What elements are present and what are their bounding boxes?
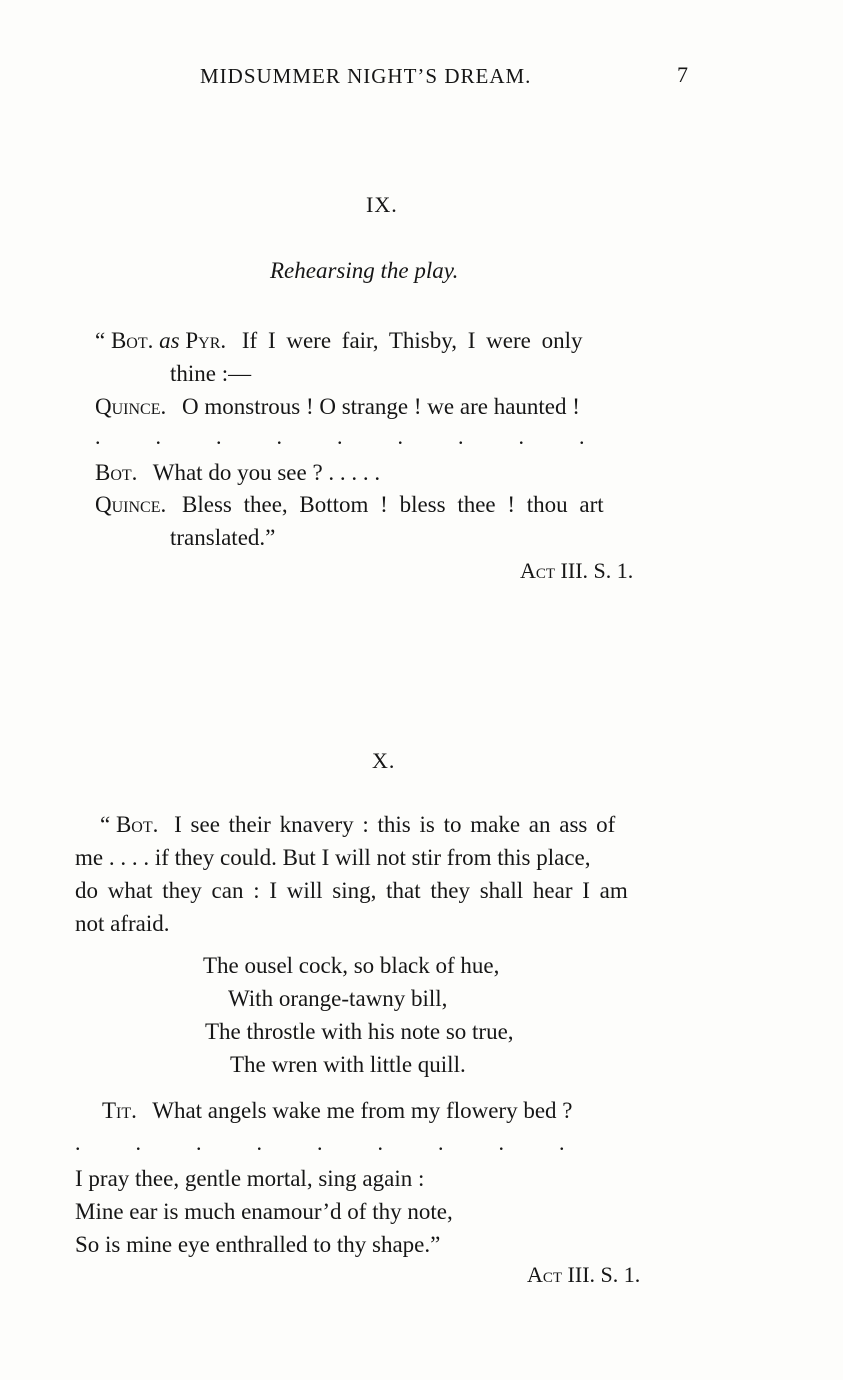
dialogue-text: Bless thee, Bottom ! bless thee ! thou art xyxy=(182,492,604,517)
prose-text: I see their knavery : this is to make an ass of xyxy=(174,812,616,837)
speaker-tit: Tit. xyxy=(102,1098,137,1123)
dialogue-line-quince-2 xyxy=(95,492,604,518)
act-citation-ix: Act III. S. 1. xyxy=(520,558,634,583)
ellipsis-dots: . . . . . . . . . xyxy=(75,1130,565,1155)
song-line: The wren with little quill. xyxy=(230,1052,466,1077)
prose-line-2: me . . . . if they could. But I will not stir from this place, xyxy=(75,845,591,870)
dialogue-line-quince xyxy=(95,394,580,420)
speaker-bot: Bot. xyxy=(110,328,154,353)
speaker-quince: Quince. xyxy=(95,394,167,419)
dialogue-continuation: thine :— xyxy=(170,361,252,386)
prose-line-4: not afraid. xyxy=(75,911,170,936)
closing-line: Mine ear is much enamour’d of thy note, xyxy=(75,1199,453,1224)
song-line: The throstle with his note so true, xyxy=(205,1019,514,1044)
act-citation-x: Act III. S. 1. xyxy=(527,1262,641,1287)
closing-line: I pray thee, gentle mortal, sing again : xyxy=(75,1166,425,1191)
song-line: The ousel cock, so black of hue, xyxy=(203,953,500,978)
dialogue-line-bot xyxy=(95,460,380,486)
dialogue-line-tit xyxy=(102,1098,572,1124)
dialogue-continuation: translated.” xyxy=(170,525,276,550)
running-title: MIDSUMMER NIGHT’S DREAM. xyxy=(200,64,532,88)
dialogue-line-bot-pyr xyxy=(95,328,583,354)
dialogue-text: If I were fair, Thisby, I were only xyxy=(241,328,583,353)
dialogue-text: What angels wake me from my flowery bed ? xyxy=(152,1098,573,1123)
section-number-x: X. xyxy=(372,748,396,773)
speaker-bot: Bot. xyxy=(115,812,159,837)
speaker-as: as xyxy=(159,328,180,353)
song-line: With orange-tawny bill, xyxy=(228,986,448,1011)
page-number: 7 xyxy=(677,62,688,87)
open-quote: “ xyxy=(100,812,116,837)
prose-line-3: do what they can : I will sing, that they shall hear I am xyxy=(75,878,628,903)
speaker-role-pyr: Pyr. xyxy=(185,328,227,353)
open-quote: “ xyxy=(95,328,111,353)
speaker-bot: Bot. xyxy=(95,460,138,485)
dialogue-text: What do you see ? . . . . . xyxy=(152,460,381,485)
ellipsis-dots: . . . . . . . . . xyxy=(95,424,585,449)
speaker-quince: Quince. xyxy=(95,492,167,517)
prose-line-1 xyxy=(100,812,615,838)
dialogue-text: O monstrous ! O strange ! we are haunted ! xyxy=(182,394,580,419)
section-number-ix: IX. xyxy=(366,192,398,217)
closing-line: So is mine eye enthralled to thy shape.” xyxy=(75,1232,441,1257)
section-subtitle: Rehearsing the play. xyxy=(270,258,459,283)
